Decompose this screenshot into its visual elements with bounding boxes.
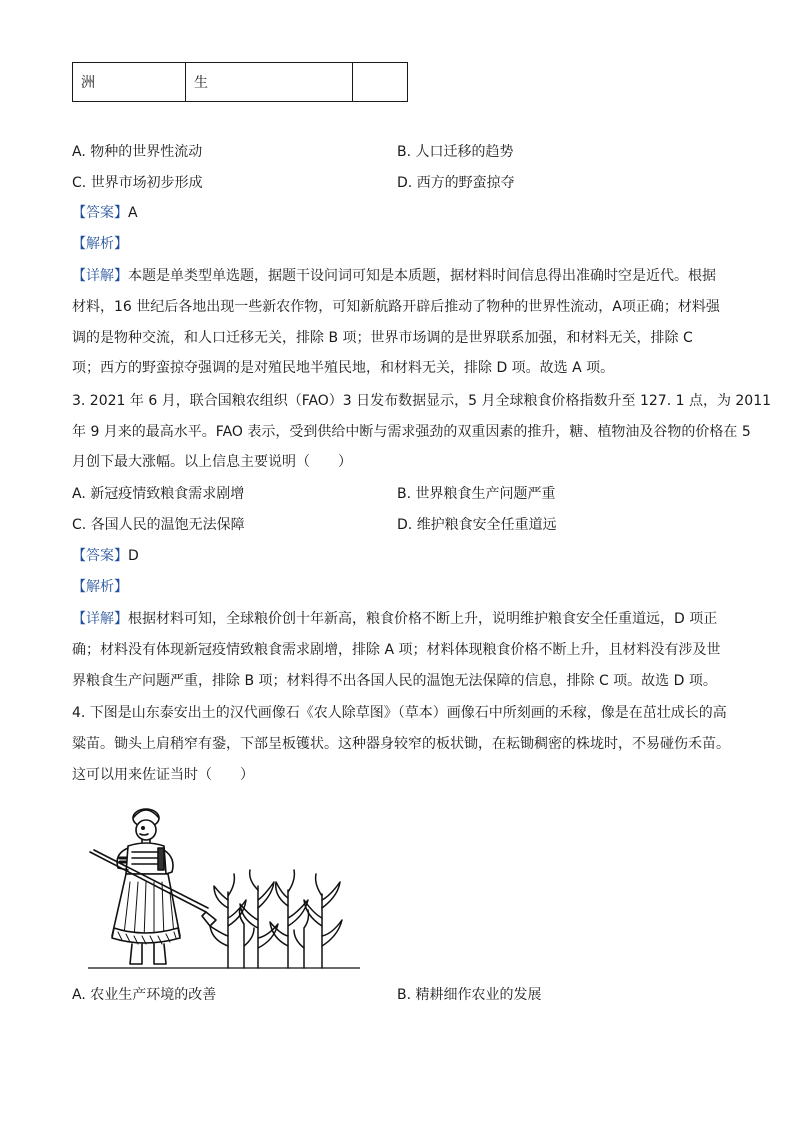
q3-answer: 【答案】D (72, 548, 139, 564)
farmer-weeding-illustration (88, 796, 360, 974)
table-fragment (72, 62, 408, 102)
q4-option-b: B. 精耕细作农业的发展 (397, 987, 542, 1003)
q2-option-c: C. 世界市场初步形成 (72, 175, 203, 191)
q3-option-b: B. 世界粮食生产问题严重 (397, 486, 556, 502)
q2-option-d: D. 西方的野蛮掠夺 (397, 175, 515, 191)
q2-answer: 【答案】A (72, 205, 138, 221)
q2-detail-line: 项；西方的野蛮掠夺强调的是对殖民地半殖民地，和材料无关，排除 D 项。故选 A 项。 (72, 360, 615, 376)
q4-stem-line: 4. 下图是山东泰安出土的汉代画像石《农人除草图》（草本）画像石中所刻画的禾稼，像是在茁壮成长的高 (72, 705, 727, 721)
q2-option-a: A. 物种的世界性流动 (72, 144, 203, 160)
q3-stem-line: 年 9 月来的最高水平。FAO 表示，受到供给中断与需求强劲的双重因素的推升，糖、植物油及谷物的价格在 5 (72, 424, 751, 440)
q3-option-c: C. 各国人民的温饱无法保障 (72, 517, 245, 533)
table-cell: 生 (186, 63, 353, 102)
q2-option-b: B. 人口迁移的趋势 (397, 144, 514, 160)
q3-analysis-tag: 【解析】 (72, 579, 128, 595)
q3-detail-line: 确；材料没有体现新冠疫情致粮食需求剧增，排除 A 项；材料体现粮食价格不断上升，且材料没有涉及世 (72, 642, 721, 658)
q3-detail-line: 【详解】根据材料可知，全球粮价创十年新高，粮食价格不断上升，说明维护粮食安全任重道远，D 项正 (72, 611, 718, 627)
q2-detail-line: 【详解】本题是单类型单选题，据题干设问词可知是本质题，据材料时间信息得出准确时空是近代。根据 (72, 268, 716, 284)
q2-detail-line: 调的是物种交流，和人口迁移无关，排除 B 项；世界市场调的是世界联系加强，和材料无关，排除 C (72, 330, 693, 346)
table-cell (353, 63, 408, 102)
q4-stem-line: 粱苗。锄头上肩稍窄有銎，下部呈板镬状。这种器身较窄的板状锄，在耘锄稠密的株垅时，不易碰伤禾苗。 (72, 736, 730, 752)
q2-analysis-tag: 【解析】 (72, 236, 128, 252)
q3-stem-line: 3. 2021 年 6 月，联合国粮农组织（FAO）3 日发布数据显示，5 月全球粮食价格指数升至 127. 1 点，为 2011 (72, 393, 772, 409)
q2-detail-line: 材料，16 世纪后各地出现一些新农作物，可知新航路开辟后推动了物种的世界性流动，A项正确；材料强 (72, 299, 720, 315)
q3-option-a: A. 新冠疫情致粮食需求剧增 (72, 486, 245, 502)
q3-stem-line: 月创下最大涨幅。以上信息主要说明（ ） (72, 454, 352, 470)
q4-stem-line: 这可以用来佐证当时（ ） (72, 767, 254, 783)
q4-option-a: A. 农业生产环境的改善 (72, 987, 217, 1003)
q3-detail-line: 界粮食生产问题严重，排除 B 项；材料得不出各国人民的温饱无法保障的信息，排除 C 项。故选 D 项。 (72, 673, 717, 689)
table-cell: 洲 (73, 63, 186, 102)
q3-option-d: D. 维护粮食安全任重道远 (397, 517, 557, 533)
